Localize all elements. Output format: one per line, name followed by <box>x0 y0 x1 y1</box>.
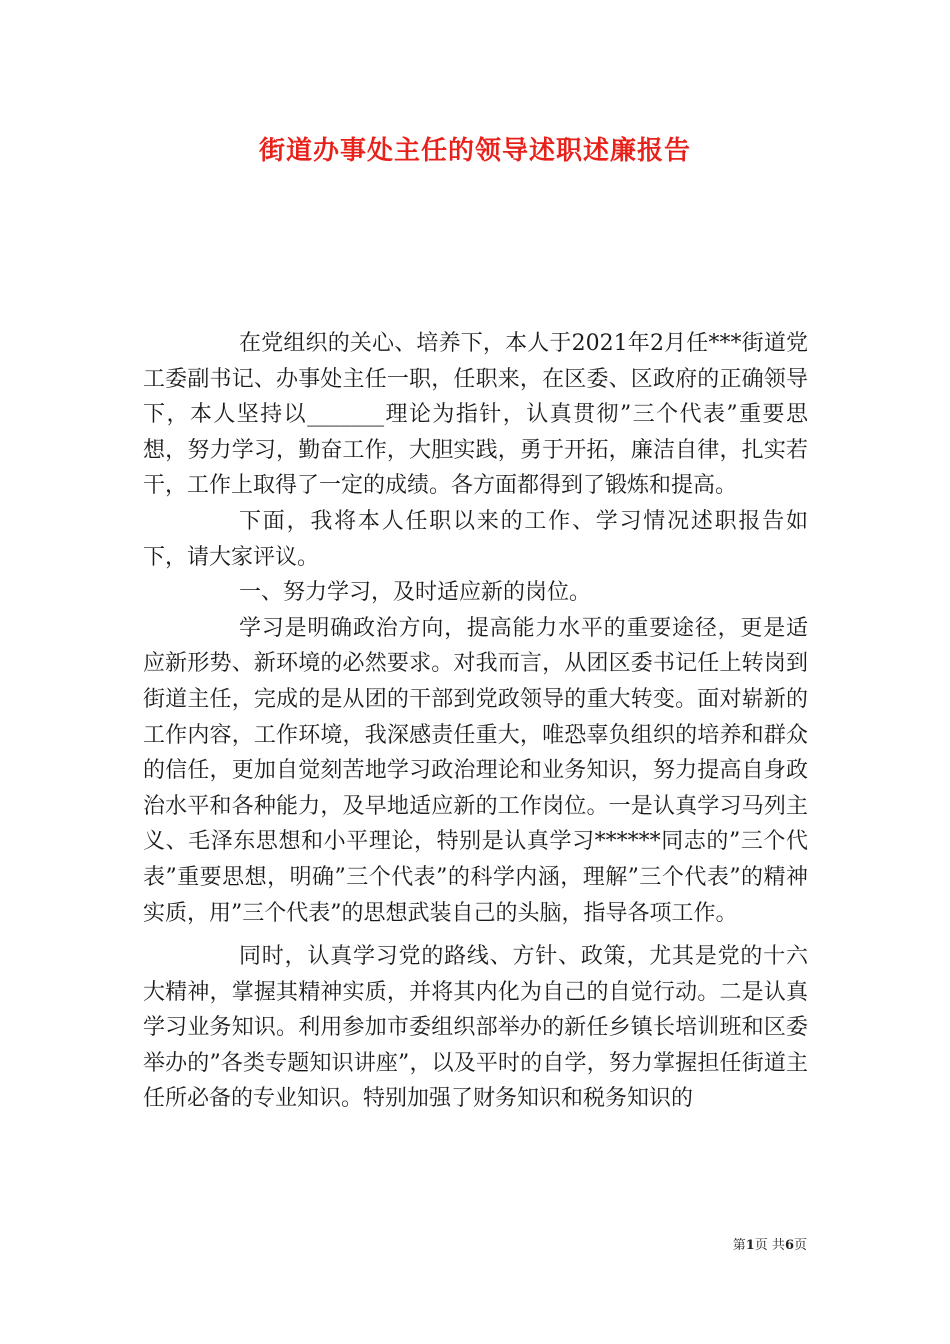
section-heading-1: 一、努力学习，及时适应新的岗位。 <box>239 580 592 606</box>
paragraph-report-intro: 下面，我将本人任职以来的工作、学习情况述职报告如下，请大家评议。 <box>143 508 808 570</box>
total-page-number: 6 <box>784 1238 794 1253</box>
document-title: 街道办事处主任的领导述职述廉报告 <box>258 136 691 166</box>
paragraph-intro: 在党组织的关心、培养下，本人于2021年2月任***街道党工委副书记、办事处主任一职，任职来，在区委、区政府的正确领导下，本人坚持以_______理论为指针，认真贯彻”三个代表”重要思想，努力学习，勤奋工作，大胆实践，勇于开拓，廉洁自律，扎实若干，工作上取得了一定的成绩。各方面都得到了锻炼和提高。 <box>143 331 808 499</box>
footer-middle: 页 共 <box>754 1238 785 1253</box>
document-body <box>143 326 808 1117</box>
page-number-footer <box>733 1234 807 1253</box>
paragraph-study: 学习是明确政治方向，提高能力水平的重要途径，更是适应新形势、新环境的必然要求。对我而言，从团区委书记任上转岗到街道主任，完成的是从团的干部到党政领导的重大转变。面对崭新的工作内容，工作环境，我深感责任重大，唯恐辜负组织的培养和群众的信任，更加自觉刻苦地学习政治理论和业务知识，努力提高自身政治水平和各种能力，及早地适应新的工作岗位。一是认真学习马列主义、毛泽东思想和小平理论，特别是认真学习******同志的”三个代表”重要思想，明确”三个代表”的科学内涵，理解”三个代表”的精神实质，用”三个代表”的思想武装自己的头脑，指导各项工作。 <box>143 615 808 926</box>
footer-suffix: 页 <box>793 1238 807 1253</box>
footer-prefix: 第 <box>732 1238 746 1253</box>
paragraph-meanwhile: 同时，认真学习党的路线、方针、政策，尤其是党的十六大精神，掌握其精神实质，并将其内化为自己的自觉行动。二是认真学习业务知识。利用参加市委组织部举办的新任乡镇长培训班和区委举办的”各类专题知识讲座”，以及平时的自学，努力掌握担任街道主任所必备的专业知识。特别加强了财务知识和税务知识的 <box>143 944 808 1112</box>
current-page-number: 1 <box>745 1238 755 1253</box>
